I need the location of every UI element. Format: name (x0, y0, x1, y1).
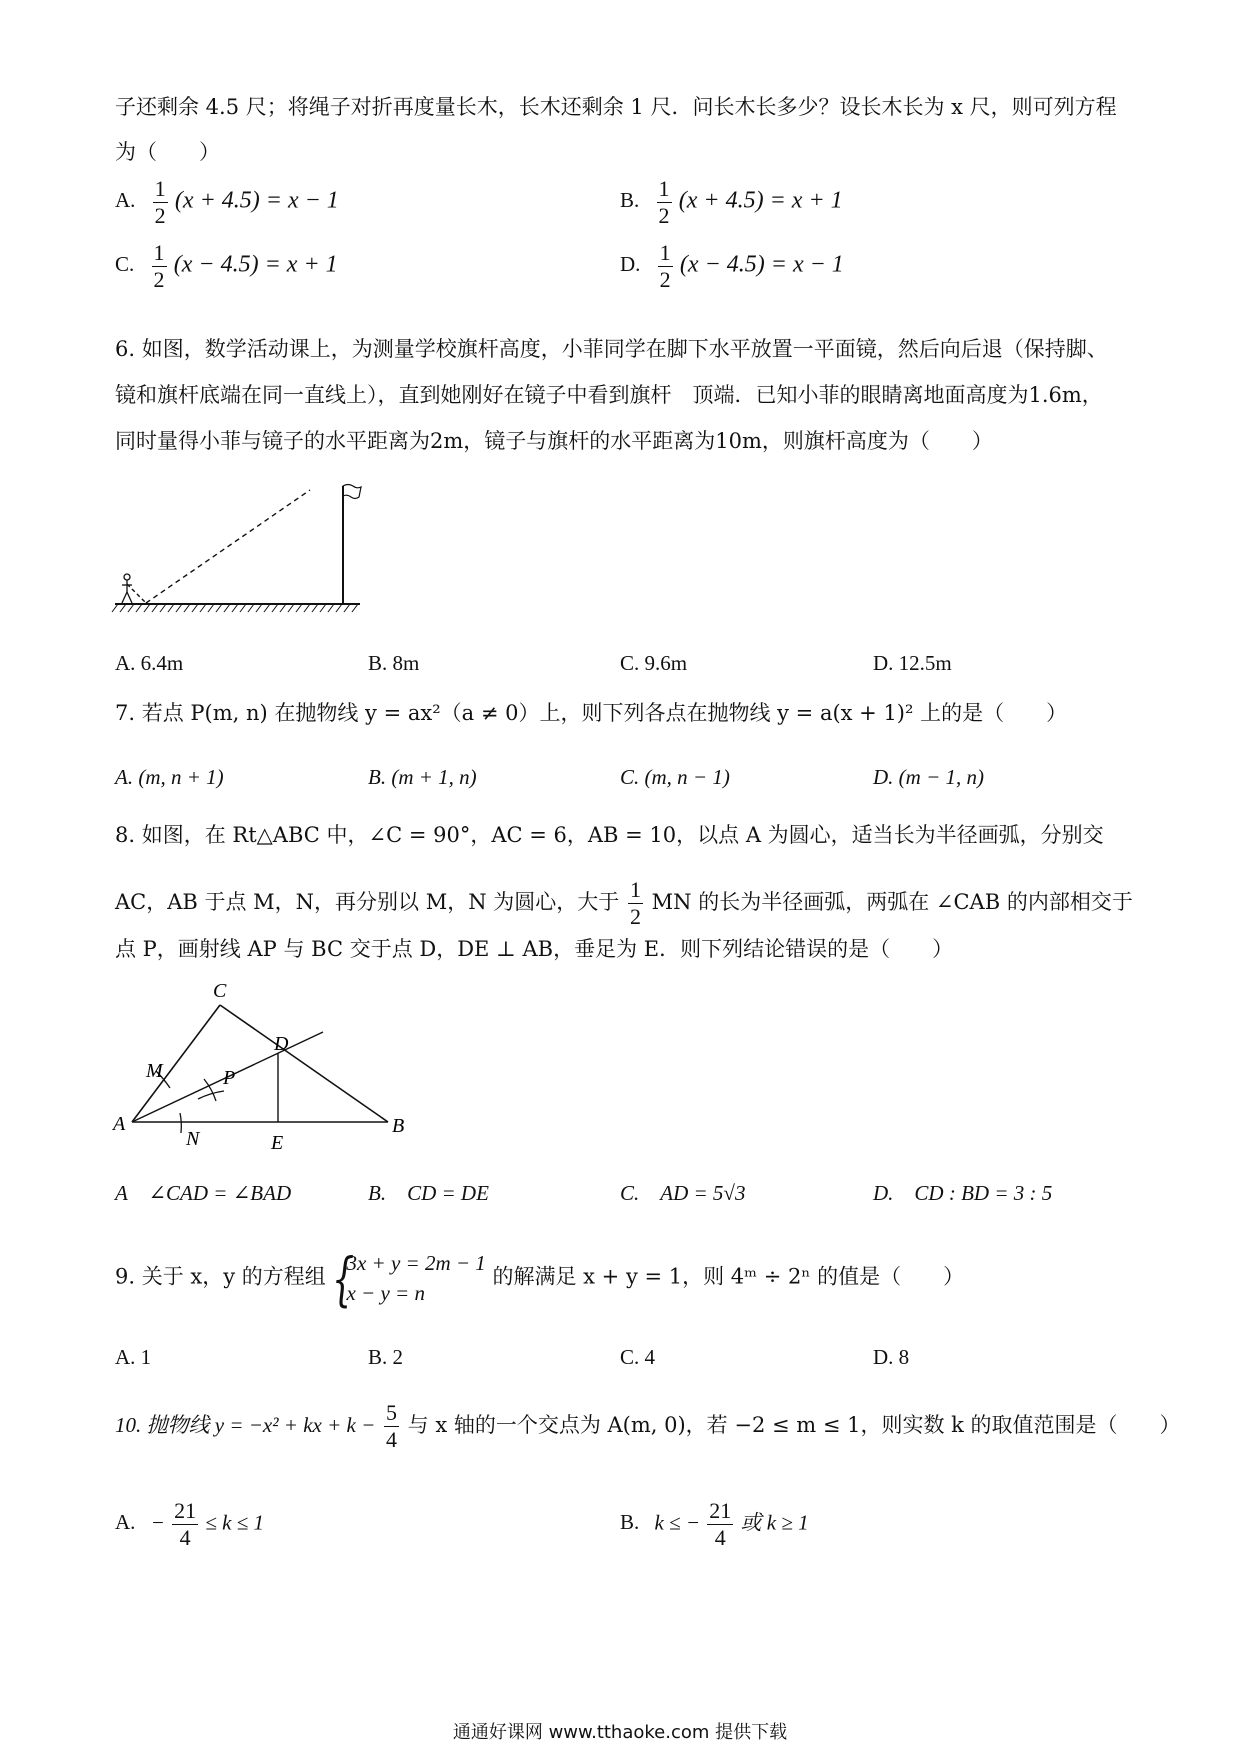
flag-icon (343, 485, 361, 499)
q5-option-a: A. $\frac{1}{2}$ (x + 4.5) = x − 1 (115, 176, 339, 228)
q7-option-c: C. (m, n − 1) (620, 765, 730, 789)
q9-option-b: B. 2 (368, 1345, 404, 1369)
label-a: A (113, 1113, 126, 1135)
q8-option-d: D. CD : BD = 3 : 5 (873, 1181, 1053, 1205)
q5-option-b: B. $\frac{1}{2}$ (x + 4.5) = x + 1 (620, 176, 843, 228)
label-n: N (186, 1128, 200, 1150)
label-e: E (271, 1132, 284, 1154)
q6-text-line3: 同时量得小菲与镜子的水平距离为2m，镜子与旗杆的水平距离为10m，则旗杆高度为（ ） (115, 429, 993, 453)
q10-text-line1: 10. 抛物线 y = −x² + kx + k − $\frac{5}{4}$ 与 x 轴的一个交点为 A(m, 0)，若 −2 ≤ m ≤ 1，则实数 k 的取值范围是（ ） (115, 1400, 1181, 1452)
q8-text-line1: 8. 如图，在 Rt△ABC 中，∠C = 90°，AC = 6，AB = 10，以点 A 为圆心，适当长为半径画弧，分别交 (115, 823, 1104, 847)
person-icon (122, 574, 132, 603)
q6-text-line1: 6. 如图，数学活动课上，为测量学校旗杆高度，小菲同学在脚下水平放置一平面镜，然后向后退（保持脚、 (115, 337, 1108, 361)
flagpole-figure (110, 480, 370, 620)
q8-text-line2: AC，AB 于点 M，N，再分别以 M，N 为圆心，大于 $\frac{1}{2}$ MN 的长为半径画弧，两弧在 ∠CAB 的内部相交于 (115, 877, 1133, 929)
label-c: C (213, 980, 227, 1002)
q10-option-b: B. k ≤ − $\frac{21}{4}$ 或 k ≥ 1 (620, 1498, 809, 1550)
q6-option-b: B. 8m (368, 651, 420, 675)
q7-text-line1: 7. 若点 P(m, n) 在抛物线 y = ax²（a ≠ 0）上，则下列各点在抛物线 y = a(x + 1)² 上的是（ ） (115, 701, 1068, 725)
q7-option-a: A. (m, n + 1) (115, 765, 224, 789)
q9-text-line1: 9. 关于 x，y 的方程组 { 3x + y = 2m − 1 x − y = n 的解满足 x + y = 1，则 4ᵐ ÷ 2ⁿ 的值是（ ） (115, 1245, 965, 1313)
label-m: M (146, 1060, 163, 1082)
triangle-figure (108, 975, 428, 1160)
q8-text-line3: 点 P，画射线 AP 与 BC 交于点 D，DE ⊥ AB，垂足为 E．则下列结论错误的是（ ） (115, 937, 954, 961)
q8-option-c: C. AD = 5√3 (620, 1181, 746, 1205)
q9-option-a: A. 1 (115, 1345, 152, 1369)
label-d: D (274, 1033, 289, 1055)
q10-option-a: A. − $\frac{21}{4}$ ≤ k ≤ 1 (115, 1498, 264, 1550)
footer-source: 通通好课网 www.tthaoke.com 提供下载 (452, 1722, 788, 1743)
q6-option-c: C. 9.6m (620, 651, 688, 675)
label-p: P (223, 1067, 236, 1089)
q8-option-b: B. CD = DE (368, 1181, 489, 1205)
q6-text-line2: 镜和旗杆底端在同一直线上），直到她刚好在镜子中看到旗杆 顶端．已知小菲的眼睛离地面高度为1.6m， (115, 383, 1103, 407)
q5-option-d: D. $\frac{1}{2}$ (x − 4.5) = x − 1 (620, 240, 844, 292)
q9-option-d: D. 8 (873, 1345, 910, 1369)
equation-system: { 3x + y = 2m − 1 x − y = n (332, 1245, 486, 1313)
q6-option-a: A. 6.4m (115, 651, 184, 675)
label-b: B (392, 1115, 405, 1137)
q7-option-d: D. (m − 1, n) (873, 765, 984, 789)
q9-option-c: C. 4 (620, 1345, 656, 1369)
q6-option-d: D. 12.5m (873, 651, 952, 675)
q8-option-a: A ∠CAD = ∠BAD (115, 1181, 292, 1205)
q5-text-line1: 子还剩余 4.5 尺；将绳子对折再度量长木，长木还剩余 1 尺．问长木长多少？设长木长为 x 尺，则可列方程 (115, 95, 1117, 119)
q7-option-b: B. (m + 1, n) (368, 765, 477, 789)
q5-option-c: C. $\frac{1}{2}$ (x − 4.5) = x + 1 (115, 240, 338, 292)
q5-text-line2: 为（ ） (115, 140, 220, 164)
